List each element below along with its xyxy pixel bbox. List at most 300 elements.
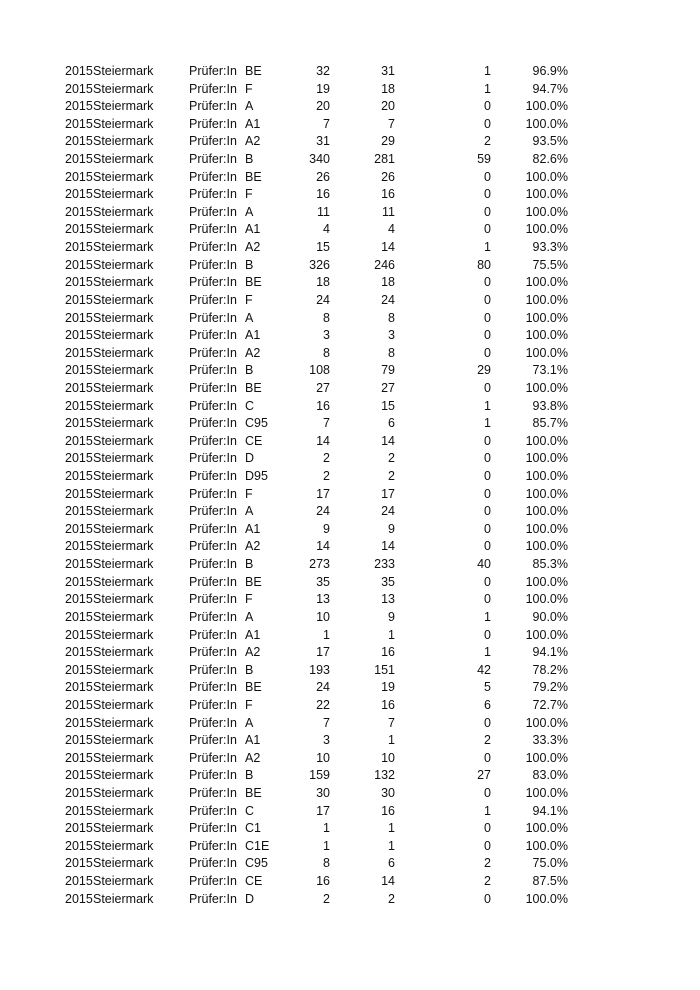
cell-year: 2015 bbox=[65, 416, 93, 431]
cell-failed: 2 bbox=[484, 733, 491, 748]
cell-failed: 0 bbox=[484, 574, 491, 589]
cell-licence-class: A2 bbox=[245, 345, 261, 360]
cell-total: 16 bbox=[316, 187, 330, 202]
cell-pass-rate: 100.0% bbox=[525, 821, 568, 836]
cell-role: Prüfer:In bbox=[189, 292, 237, 307]
cell-pass-rate: 100.0% bbox=[525, 891, 568, 906]
cell-failed: 1 bbox=[484, 240, 491, 255]
cell-role: Prüfer:In bbox=[189, 469, 237, 484]
cell-passed: 6 bbox=[388, 416, 395, 431]
cell-passed: 14 bbox=[381, 433, 395, 448]
cell-pass-rate: 100.0% bbox=[525, 539, 568, 554]
cell-year: 2015 bbox=[65, 680, 93, 695]
cell-total: 17 bbox=[316, 645, 330, 660]
cell-pass-rate: 100.0% bbox=[525, 451, 568, 466]
cell-pass-rate: 100.0% bbox=[525, 204, 568, 219]
cell-region: Steiermark bbox=[93, 345, 154, 360]
cell-pass-rate: 100.0% bbox=[525, 310, 568, 325]
cell-year: 2015 bbox=[65, 169, 93, 184]
cell-failed: 0 bbox=[484, 821, 491, 836]
cell-passed: 281 bbox=[374, 152, 395, 167]
table-row bbox=[0, 609, 700, 627]
cell-role: Prüfer:In bbox=[189, 539, 237, 554]
cell-total: 10 bbox=[316, 609, 330, 624]
cell-role: Prüfer:In bbox=[189, 363, 237, 378]
cell-role: Prüfer:In bbox=[189, 116, 237, 131]
cell-year: 2015 bbox=[65, 785, 93, 800]
cell-passed: 30 bbox=[381, 785, 395, 800]
cell-passed: 246 bbox=[374, 257, 395, 272]
cell-licence-class: F bbox=[245, 292, 253, 307]
cell-year: 2015 bbox=[65, 715, 93, 730]
cell-pass-rate: 100.0% bbox=[525, 99, 568, 114]
cell-licence-class: C bbox=[245, 803, 255, 818]
cell-total: 13 bbox=[316, 592, 330, 607]
cell-region: Steiermark bbox=[93, 504, 154, 519]
cell-failed: 0 bbox=[484, 539, 491, 554]
table-row bbox=[0, 221, 700, 239]
cell-total: 9 bbox=[323, 521, 330, 536]
cell-failed: 0 bbox=[484, 222, 491, 237]
cell-role: Prüfer:In bbox=[189, 609, 237, 624]
cell-failed: 1 bbox=[484, 803, 491, 818]
table-row bbox=[0, 503, 700, 521]
cell-year: 2015 bbox=[65, 609, 93, 624]
cell-licence-class: A1 bbox=[245, 328, 261, 343]
cell-pass-rate: 100.0% bbox=[525, 469, 568, 484]
cell-pass-rate: 78.2% bbox=[532, 662, 568, 677]
cell-licence-class: CE bbox=[245, 874, 263, 889]
cell-failed: 1 bbox=[484, 398, 491, 413]
cell-passed: 31 bbox=[381, 64, 395, 78]
cell-licence-class: B bbox=[245, 557, 254, 572]
cell-licence-class: BE bbox=[245, 380, 262, 395]
cell-failed: 2 bbox=[484, 856, 491, 871]
cell-failed: 29 bbox=[477, 363, 491, 378]
cell-passed: 11 bbox=[382, 204, 395, 219]
cell-total: 16 bbox=[316, 874, 330, 889]
cell-pass-rate: 100.0% bbox=[525, 169, 568, 184]
cell-licence-class: BE bbox=[245, 275, 262, 290]
cell-role: Prüfer:In bbox=[189, 99, 237, 114]
cell-region: Steiermark bbox=[93, 733, 154, 748]
cell-pass-rate: 100.0% bbox=[525, 433, 568, 448]
cell-passed: 20 bbox=[381, 99, 395, 114]
cell-region: Steiermark bbox=[93, 750, 154, 765]
table-row bbox=[0, 169, 700, 187]
cell-year: 2015 bbox=[65, 345, 93, 360]
cell-pass-rate: 87.5% bbox=[532, 874, 568, 889]
cell-region: Steiermark bbox=[93, 187, 154, 202]
cell-licence-class: B bbox=[245, 152, 254, 167]
cell-year: 2015 bbox=[65, 222, 93, 237]
cell-role: Prüfer:In bbox=[189, 310, 237, 325]
cell-failed: 0 bbox=[484, 345, 491, 360]
cell-passed: 233 bbox=[374, 557, 395, 572]
cell-region: Steiermark bbox=[93, 451, 154, 466]
cell-region: Steiermark bbox=[93, 292, 154, 307]
table-row bbox=[0, 732, 700, 750]
cell-licence-class: C1 bbox=[245, 821, 261, 836]
cell-year: 2015 bbox=[65, 856, 93, 871]
cell-role: Prüfer:In bbox=[189, 715, 237, 730]
cell-year: 2015 bbox=[65, 451, 93, 466]
cell-region: Steiermark bbox=[93, 380, 154, 395]
cell-pass-rate: 100.0% bbox=[525, 345, 568, 360]
cell-region: Steiermark bbox=[93, 152, 154, 167]
cell-pass-rate: 79.2% bbox=[532, 680, 568, 695]
cell-role: Prüfer:In bbox=[189, 592, 237, 607]
cell-year: 2015 bbox=[65, 821, 93, 836]
cell-total: 340 bbox=[309, 152, 330, 167]
cell-passed: 35 bbox=[381, 574, 395, 589]
table-row bbox=[0, 380, 700, 398]
cell-passed: 4 bbox=[388, 222, 395, 237]
cell-role: Prüfer:In bbox=[189, 574, 237, 589]
cell-role: Prüfer:In bbox=[189, 874, 237, 889]
cell-failed: 6 bbox=[484, 697, 491, 712]
cell-pass-rate: 73.1% bbox=[532, 363, 568, 378]
cell-failed: 0 bbox=[484, 328, 491, 343]
cell-total: 2 bbox=[323, 451, 330, 466]
table-row bbox=[0, 362, 700, 380]
cell-pass-rate: 100.0% bbox=[525, 187, 568, 202]
cell-year: 2015 bbox=[65, 433, 93, 448]
cell-failed: 0 bbox=[484, 750, 491, 765]
cell-year: 2015 bbox=[65, 328, 93, 343]
cell-passed: 13 bbox=[381, 592, 395, 607]
cell-year: 2015 bbox=[65, 310, 93, 325]
cell-failed: 0 bbox=[484, 310, 491, 325]
cell-year: 2015 bbox=[65, 275, 93, 290]
cell-pass-rate: 94.1% bbox=[532, 645, 568, 660]
cell-role: Prüfer:In bbox=[189, 81, 237, 96]
cell-total: 35 bbox=[316, 574, 330, 589]
cell-passed: 1 bbox=[388, 821, 395, 836]
cell-role: Prüfer:In bbox=[189, 521, 237, 536]
table-row bbox=[0, 239, 700, 257]
cell-pass-rate: 100.0% bbox=[525, 292, 568, 307]
table-row bbox=[0, 679, 700, 697]
cell-region: Steiermark bbox=[93, 310, 154, 325]
cell-region: Steiermark bbox=[93, 609, 154, 624]
cell-licence-class: BE bbox=[245, 169, 262, 184]
cell-role: Prüfer:In bbox=[189, 680, 237, 695]
cell-year: 2015 bbox=[65, 891, 93, 906]
cell-role: Prüfer:In bbox=[189, 380, 237, 395]
cell-pass-rate: 100.0% bbox=[525, 116, 568, 131]
cell-total: 24 bbox=[316, 504, 330, 519]
cell-pass-rate: 100.0% bbox=[525, 838, 568, 853]
cell-passed: 27 bbox=[381, 380, 395, 395]
cell-licence-class: A1 bbox=[245, 627, 261, 642]
cell-region: Steiermark bbox=[93, 768, 154, 783]
cell-passed: 1 bbox=[388, 838, 395, 853]
cell-role: Prüfer:In bbox=[189, 662, 237, 677]
cell-pass-rate: 100.0% bbox=[525, 328, 568, 343]
cell-year: 2015 bbox=[65, 627, 93, 642]
cell-passed: 17 bbox=[381, 486, 395, 501]
cell-pass-rate: 94.7% bbox=[532, 81, 568, 96]
cell-passed: 16 bbox=[381, 187, 395, 202]
cell-total: 1 bbox=[323, 838, 330, 853]
cell-pass-rate: 75.0% bbox=[532, 856, 568, 871]
cell-passed: 7 bbox=[388, 715, 395, 730]
cell-passed: 15 bbox=[381, 398, 395, 413]
cell-region: Steiermark bbox=[93, 680, 154, 695]
cell-year: 2015 bbox=[65, 187, 93, 202]
cell-total: 27 bbox=[316, 380, 330, 395]
cell-pass-rate: 100.0% bbox=[525, 275, 568, 290]
cell-year: 2015 bbox=[65, 557, 93, 572]
cell-region: Steiermark bbox=[93, 134, 154, 149]
cell-licence-class: F bbox=[245, 592, 253, 607]
cell-year: 2015 bbox=[65, 116, 93, 131]
cell-passed: 151 bbox=[374, 662, 395, 677]
cell-pass-rate: 96.9% bbox=[532, 64, 568, 78]
cell-year: 2015 bbox=[65, 733, 93, 748]
cell-year: 2015 bbox=[65, 99, 93, 114]
cell-licence-class: A2 bbox=[245, 134, 261, 149]
cell-year: 2015 bbox=[65, 504, 93, 519]
cell-licence-class: A bbox=[245, 204, 254, 219]
cell-pass-rate: 82.6% bbox=[532, 152, 568, 167]
cell-role: Prüfer:In bbox=[189, 750, 237, 765]
cell-role: Prüfer:In bbox=[189, 345, 237, 360]
cell-total: 8 bbox=[323, 856, 330, 871]
cell-licence-class: A bbox=[245, 609, 254, 624]
cell-role: Prüfer:In bbox=[189, 240, 237, 255]
cell-region: Steiermark bbox=[93, 363, 154, 378]
cell-year: 2015 bbox=[65, 64, 93, 78]
cell-role: Prüfer:In bbox=[189, 785, 237, 800]
table-row bbox=[0, 257, 700, 275]
cell-failed: 0 bbox=[484, 380, 491, 395]
table-row bbox=[0, 627, 700, 645]
cell-year: 2015 bbox=[65, 469, 93, 484]
cell-role: Prüfer:In bbox=[189, 451, 237, 466]
cell-year: 2015 bbox=[65, 152, 93, 167]
cell-region: Steiermark bbox=[93, 398, 154, 413]
cell-pass-rate: 100.0% bbox=[525, 715, 568, 730]
cell-role: Prüfer:In bbox=[189, 891, 237, 906]
cell-total: 1 bbox=[323, 821, 330, 836]
cell-region: Steiermark bbox=[93, 592, 154, 607]
cell-pass-rate: 100.0% bbox=[525, 785, 568, 800]
table-row bbox=[0, 310, 700, 328]
cell-region: Steiermark bbox=[93, 539, 154, 554]
cell-region: Steiermark bbox=[93, 891, 154, 906]
cell-region: Steiermark bbox=[93, 803, 154, 818]
cell-region: Steiermark bbox=[93, 874, 154, 889]
cell-year: 2015 bbox=[65, 697, 93, 712]
cell-year: 2015 bbox=[65, 240, 93, 255]
cell-pass-rate: 100.0% bbox=[525, 486, 568, 501]
cell-total: 14 bbox=[316, 433, 330, 448]
cell-total: 159 bbox=[309, 768, 330, 783]
cell-region: Steiermark bbox=[93, 99, 154, 114]
cell-total: 108 bbox=[309, 363, 330, 378]
table-row bbox=[0, 556, 700, 574]
cell-failed: 0 bbox=[484, 469, 491, 484]
cell-total: 326 bbox=[309, 257, 330, 272]
cell-licence-class: B bbox=[245, 363, 254, 378]
cell-failed: 0 bbox=[484, 169, 491, 184]
cell-pass-rate: 100.0% bbox=[525, 750, 568, 765]
cell-passed: 8 bbox=[388, 310, 395, 325]
cell-role: Prüfer:In bbox=[189, 257, 237, 272]
cell-region: Steiermark bbox=[93, 715, 154, 730]
cell-passed: 19 bbox=[381, 680, 395, 695]
cell-failed: 0 bbox=[484, 204, 491, 219]
cell-role: Prüfer:In bbox=[189, 222, 237, 237]
cell-licence-class: CE bbox=[245, 433, 263, 448]
cell-pass-rate: 100.0% bbox=[525, 521, 568, 536]
cell-failed: 42 bbox=[477, 662, 491, 677]
cell-total: 15 bbox=[316, 240, 330, 255]
cell-total: 17 bbox=[316, 803, 330, 818]
cell-passed: 9 bbox=[388, 521, 395, 536]
cell-passed: 2 bbox=[388, 451, 395, 466]
cell-year: 2015 bbox=[65, 574, 93, 589]
cell-pass-rate: 94.1% bbox=[532, 803, 568, 818]
table-row bbox=[0, 697, 700, 715]
cell-passed: 10 bbox=[381, 750, 395, 765]
cell-total: 26 bbox=[316, 169, 330, 184]
table-row bbox=[0, 204, 700, 222]
cell-role: Prüfer:In bbox=[189, 768, 237, 783]
cell-region: Steiermark bbox=[93, 627, 154, 642]
cell-passed: 3 bbox=[388, 328, 395, 343]
cell-licence-class: D95 bbox=[245, 469, 268, 484]
cell-pass-rate: 85.3% bbox=[532, 557, 568, 572]
cell-failed: 0 bbox=[484, 715, 491, 730]
cell-role: Prüfer:In bbox=[189, 697, 237, 712]
cell-total: 20 bbox=[316, 99, 330, 114]
cell-licence-class: A2 bbox=[245, 240, 261, 255]
cell-pass-rate: 100.0% bbox=[525, 380, 568, 395]
cell-failed: 0 bbox=[484, 275, 491, 290]
cell-failed: 0 bbox=[484, 785, 491, 800]
cell-total: 8 bbox=[323, 310, 330, 325]
table-row bbox=[0, 873, 700, 891]
cell-failed: 1 bbox=[484, 64, 491, 78]
cell-licence-class: A bbox=[245, 310, 254, 325]
cell-passed: 16 bbox=[381, 803, 395, 818]
cell-passed: 14 bbox=[381, 240, 395, 255]
cell-total: 22 bbox=[316, 697, 330, 712]
table-row bbox=[0, 538, 700, 556]
cell-passed: 79 bbox=[381, 363, 395, 378]
cell-licence-class: A1 bbox=[245, 116, 261, 131]
cell-year: 2015 bbox=[65, 838, 93, 853]
cell-role: Prüfer:In bbox=[189, 169, 237, 184]
cell-year: 2015 bbox=[65, 521, 93, 536]
cell-licence-class: A bbox=[245, 99, 254, 114]
table-row bbox=[0, 785, 700, 803]
cell-passed: 6 bbox=[388, 856, 395, 871]
cell-licence-class: B bbox=[245, 662, 254, 677]
cell-failed: 0 bbox=[484, 592, 491, 607]
table-row bbox=[0, 116, 700, 134]
cell-total: 193 bbox=[309, 662, 330, 677]
table-row bbox=[0, 98, 700, 116]
cell-region: Steiermark bbox=[93, 821, 154, 836]
cell-region: Steiermark bbox=[93, 64, 154, 78]
table-row bbox=[0, 644, 700, 662]
cell-role: Prüfer:In bbox=[189, 134, 237, 149]
cell-passed: 16 bbox=[381, 645, 395, 660]
cell-year: 2015 bbox=[65, 204, 93, 219]
cell-region: Steiermark bbox=[93, 697, 154, 712]
cell-passed: 24 bbox=[381, 292, 395, 307]
cell-licence-class: BE bbox=[245, 574, 262, 589]
table-row bbox=[0, 838, 700, 856]
cell-year: 2015 bbox=[65, 380, 93, 395]
cell-region: Steiermark bbox=[93, 257, 154, 272]
table-row bbox=[0, 591, 700, 609]
table-row bbox=[0, 855, 700, 873]
cell-passed: 2 bbox=[388, 891, 395, 906]
cell-passed: 132 bbox=[374, 768, 395, 783]
cell-role: Prüfer:In bbox=[189, 504, 237, 519]
cell-region: Steiermark bbox=[93, 169, 154, 184]
cell-role: Prüfer:In bbox=[189, 64, 237, 78]
cell-licence-class: F bbox=[245, 81, 253, 96]
cell-total: 16 bbox=[316, 398, 330, 413]
table-row bbox=[0, 63, 700, 81]
table-row bbox=[0, 767, 700, 785]
cell-year: 2015 bbox=[65, 292, 93, 307]
cell-region: Steiermark bbox=[93, 204, 154, 219]
cell-total: 19 bbox=[316, 81, 330, 96]
cell-pass-rate: 72.7% bbox=[532, 697, 568, 712]
cell-total: 10 bbox=[316, 750, 330, 765]
table-row bbox=[0, 292, 700, 310]
cell-region: Steiermark bbox=[93, 275, 154, 290]
table-row bbox=[0, 327, 700, 345]
table-row bbox=[0, 662, 700, 680]
table-row bbox=[0, 486, 700, 504]
cell-year: 2015 bbox=[65, 539, 93, 554]
cell-total: 32 bbox=[316, 64, 330, 78]
cell-failed: 1 bbox=[484, 609, 491, 624]
cell-licence-class: A bbox=[245, 715, 254, 730]
table-row bbox=[0, 81, 700, 99]
cell-role: Prüfer:In bbox=[189, 398, 237, 413]
cell-total: 11 bbox=[317, 204, 330, 219]
cell-failed: 2 bbox=[484, 874, 491, 889]
cell-licence-class: C1E bbox=[245, 838, 270, 853]
cell-total: 4 bbox=[323, 222, 330, 237]
cell-role: Prüfer:In bbox=[189, 838, 237, 853]
cell-pass-rate: 33.3% bbox=[532, 733, 568, 748]
table-row bbox=[0, 133, 700, 151]
cell-licence-class: A bbox=[245, 504, 254, 519]
cell-failed: 27 bbox=[477, 768, 491, 783]
cell-failed: 0 bbox=[484, 99, 491, 114]
cell-licence-class: C95 bbox=[245, 416, 268, 431]
cell-region: Steiermark bbox=[93, 328, 154, 343]
cell-region: Steiermark bbox=[93, 433, 154, 448]
table-row bbox=[0, 398, 700, 416]
cell-failed: 0 bbox=[484, 187, 491, 202]
cell-region: Steiermark bbox=[93, 662, 154, 677]
cell-total: 3 bbox=[323, 328, 330, 343]
cell-year: 2015 bbox=[65, 363, 93, 378]
table-row bbox=[0, 151, 700, 169]
cell-year: 2015 bbox=[65, 750, 93, 765]
